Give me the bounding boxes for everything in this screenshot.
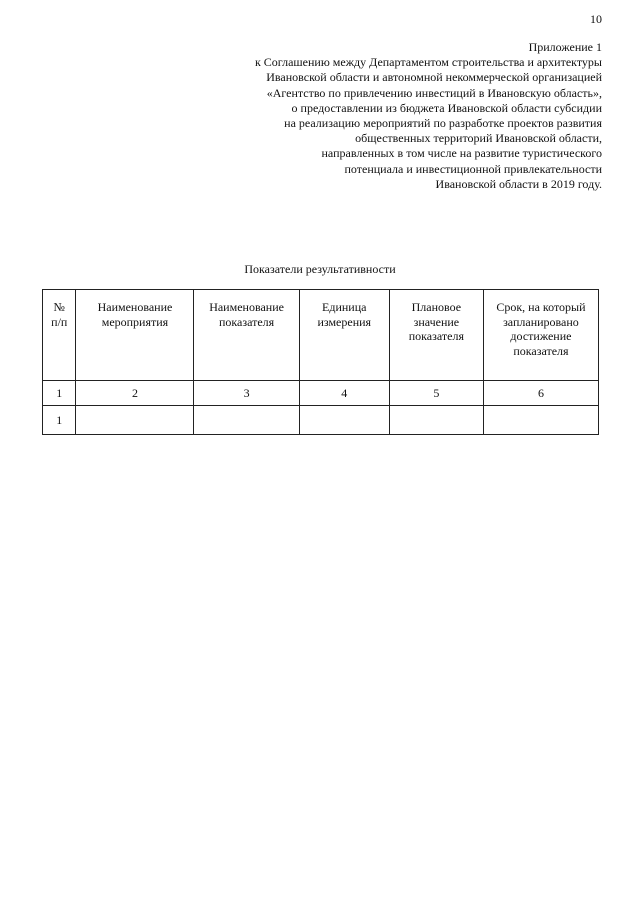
- appendix-line: на реализацию мероприятий по разработке проектов развития: [284, 116, 602, 131]
- header-text: запланировано: [503, 314, 579, 329]
- table-cell: 1: [43, 406, 76, 435]
- appendix-line: о предоставлении из бюджета Ивановской области субсидии: [291, 100, 602, 115]
- table-cell: [76, 406, 194, 435]
- table-cell: [194, 406, 299, 435]
- page-number: 10: [590, 12, 602, 26]
- appendix-line: Ивановской области и автономной некоммерческой организацией: [266, 70, 602, 85]
- header-cell-planned-value: [389, 290, 483, 381]
- appendix-line: потенциала и инвестиционной привлекательности: [344, 161, 602, 176]
- header-cell-number: [43, 290, 76, 381]
- header-cell-indicator-name: [194, 290, 299, 381]
- column-number-cell: 4: [299, 381, 389, 406]
- header-text: показателя: [408, 329, 464, 343]
- table-cell: [483, 406, 598, 435]
- appendix-header: [182, 40, 602, 192]
- header-text: мероприятия: [101, 314, 169, 329]
- header-text: показателя: [513, 343, 569, 358]
- appendix-line: направленных в том числе на развитие туристического: [321, 146, 602, 161]
- table-cell: [299, 406, 389, 435]
- appendix-line: Ивановской области в 2019 году.: [435, 176, 602, 191]
- header-text: Наименование: [97, 300, 173, 314]
- appendix-line: Приложение 1: [528, 40, 602, 54]
- header-text: №: [53, 300, 65, 314]
- header-text: достижение: [510, 329, 572, 343]
- header-cell-unit: [299, 290, 389, 381]
- table-cell: [389, 406, 483, 435]
- column-number-cell: 1: [43, 381, 76, 406]
- appendix-line: «Агентство по привлечению инвестиций в Ивановскую область»,: [266, 85, 602, 100]
- header-text: Плановое: [411, 300, 462, 314]
- header-cell-deadline: [483, 290, 598, 381]
- column-number-cell: 2: [76, 381, 194, 406]
- header-text: Наименование: [209, 300, 284, 314]
- appendix-line: общественных территорий Ивановской области,: [355, 131, 602, 146]
- header-text: п/п: [51, 314, 68, 329]
- column-number-cell: 5: [389, 381, 483, 406]
- header-text: измерения: [317, 314, 372, 329]
- header-text: показателя: [218, 314, 275, 329]
- column-number-row: [43, 381, 599, 406]
- table-header-row: [43, 290, 599, 381]
- header-text: Срок, на который: [496, 300, 586, 314]
- header-cell-activity-name: [76, 290, 194, 381]
- column-number-cell: 3: [194, 381, 299, 406]
- table-row: [43, 406, 599, 435]
- indicators-table: [42, 289, 599, 435]
- column-number-cell: 6: [483, 381, 598, 406]
- header-text: Единица: [322, 300, 367, 314]
- table-title: Показатели результативности: [244, 262, 396, 276]
- header-text: значение: [413, 314, 460, 329]
- appendix-line: к Соглашению между Департаментом строительства и архитектуры: [254, 55, 602, 70]
